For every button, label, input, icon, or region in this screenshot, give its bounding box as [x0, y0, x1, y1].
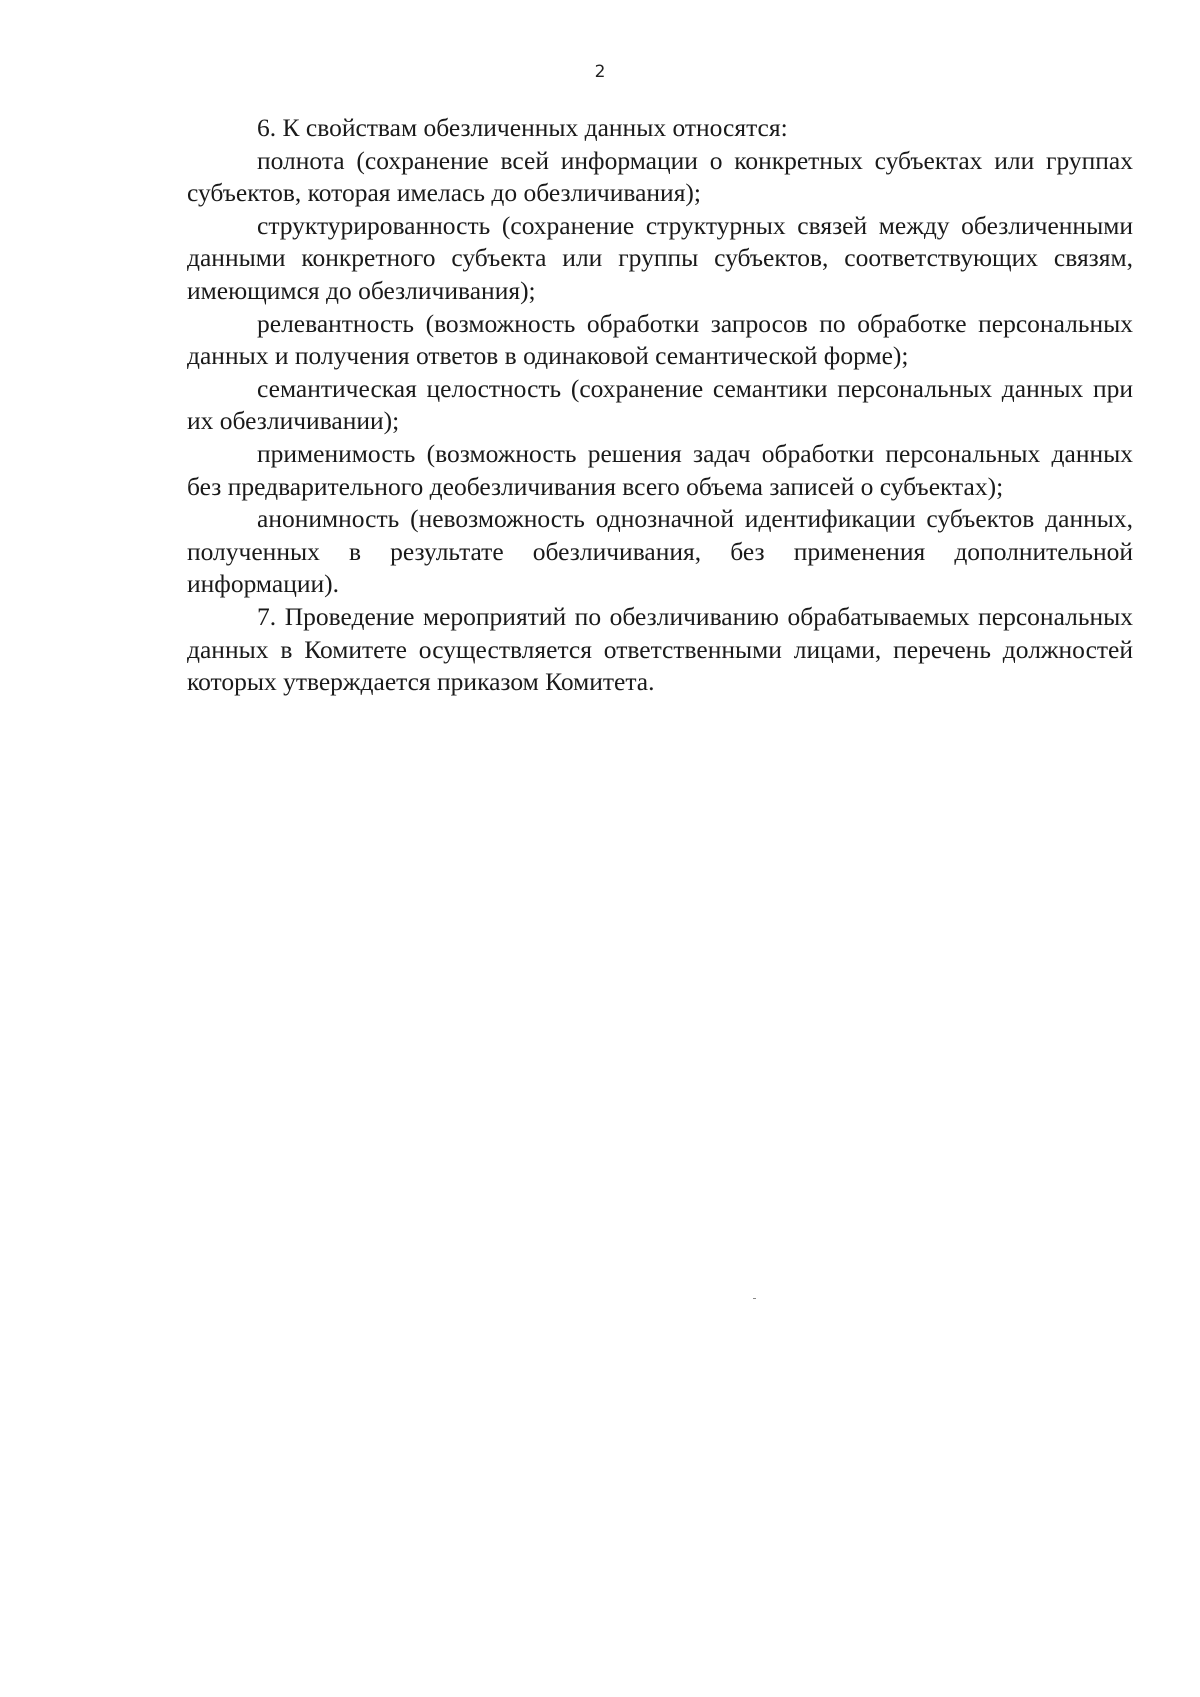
document-body [187, 112, 1133, 699]
paragraph-semantic-integrity: семантическая целостность (сохранение семантики персональных данных при их обезличивании); [187, 373, 1133, 436]
page-number: 2 [594, 62, 606, 82]
paragraph-relevance: релевантность (возможность обработки запросов по обработке персональных данных и получения ответов в одинаковой семантической форме); [187, 308, 1133, 371]
paragraph-6-heading: 6. К свойствам обезличенных данных относятся: [257, 113, 788, 142]
paragraph-anonymity: анонимность (невозможность однозначной идентификации субъектов данных, полученных в результате обезличивания, без применения дополнительной информации). [187, 504, 1133, 599]
paragraph-7: 7. Проведение мероприятий по обезличиванию обрабатываемых персональных данных в Комитете осуществляется ответственными лицами, перечень должностей которых утверждается приказом Комитета. [187, 601, 1133, 697]
paragraph-applicability: применимость (возможность решения задач обработки персональных данных без предварительного деобезличивания всего объема записей о субъектах); [187, 438, 1133, 501]
paragraph-structuredness: структурированность (сохранение структурных связей между обезличенными данными конкретного субъекта или группы субъектов, соответствующих связям, имеющимся до обезличивания); [187, 210, 1133, 305]
paragraph-completeness: полнота (сохранение всей информации о конкретных субъектах или группах субъектов, которая имелась до обезличивания); [187, 145, 1133, 208]
scan-speck [753, 1298, 756, 1299]
